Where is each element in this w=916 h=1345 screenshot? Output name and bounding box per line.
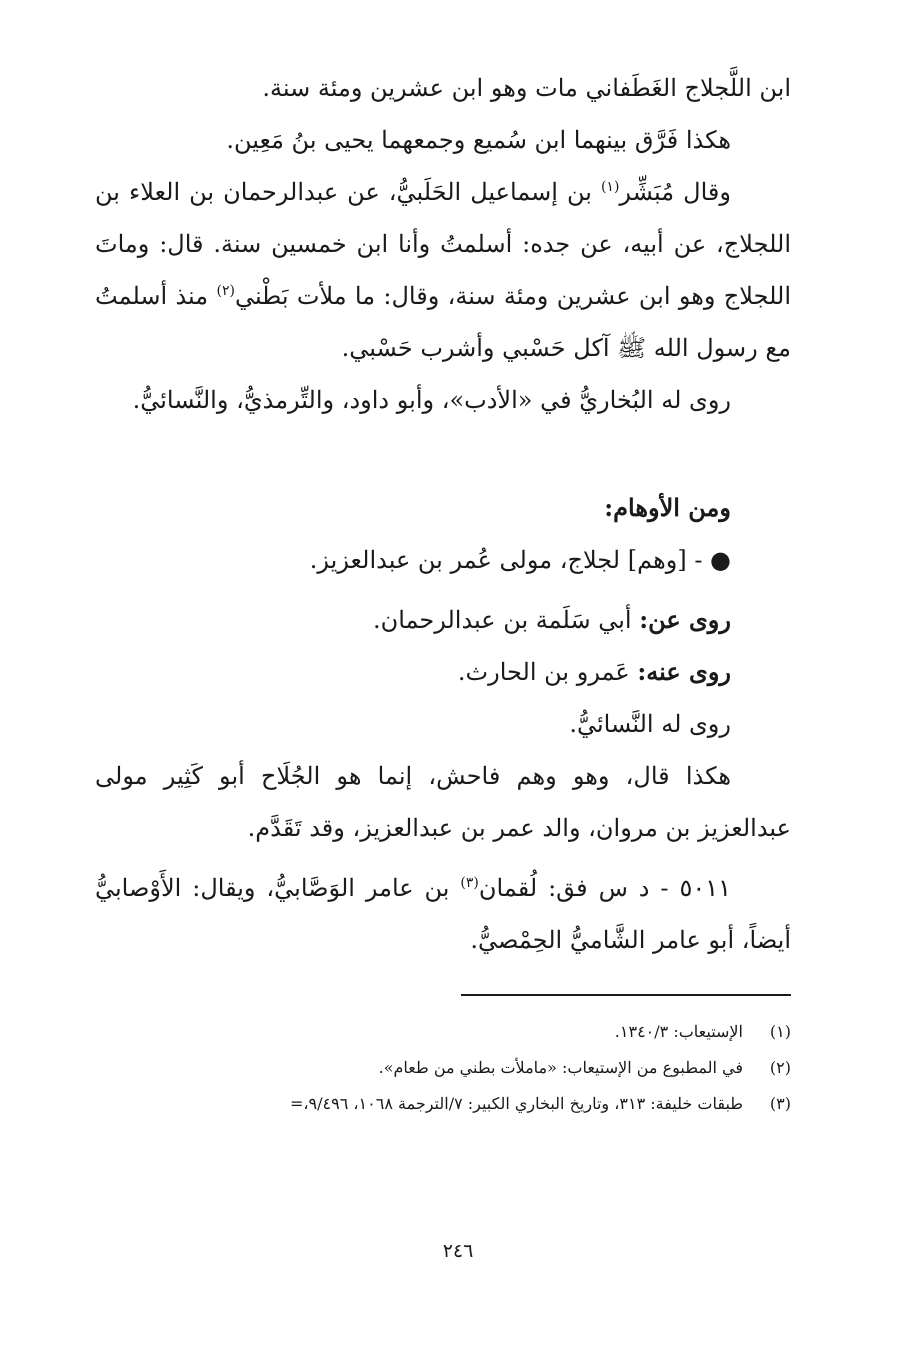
paragraph-text: وقال مُبَشِّر <box>619 178 731 206</box>
main-text <box>95 62 791 966</box>
paragraph-text: منذ أسلمتُ مع رسول الله ﷺ آكل حَسْبي وأشرب حَسْبي. <box>95 282 791 362</box>
footnote-3 <box>95 1086 791 1122</box>
rawa-lahu-line: روى له النَّسائيُّ. <box>569 710 731 738</box>
spacer <box>95 854 791 862</box>
footnote-ref-2[interactable]: (٢) <box>216 283 235 299</box>
footnote-ref-1[interactable]: (١) <box>600 179 620 195</box>
page-body <box>95 62 791 1122</box>
paragraph-narrators: روى له البُخاريُّ في «الأدب»، وأبو داود، والتِّرمذيُّ، والنَّسائيُّ. <box>132 386 731 414</box>
paragraph-death-age: ابن اللَّجلاج الغَطَفاني مات وهو ابن عشرين ومئة سنة. <box>262 74 791 102</box>
section-gap <box>95 426 791 482</box>
footnote-ref-3[interactable]: (٣) <box>460 875 479 891</box>
footnote-2 <box>95 1050 791 1086</box>
paragraph-ibn-sumay: هكذا فَرَّق بينهما ابن سُميع وجمعهما يحيى بنُ مَعِين. <box>226 126 731 154</box>
rawa-an-line <box>95 594 791 646</box>
paragraph-text: بن إسماعيل الحَلَبيُّ، عن عبدالرحمان بن العلاء بن اللجلاج، عن أبيه، عن جده: أسلمتُ وأنا ابن خمسين سنة. قال: وماتَ اللجلاج وهو ابن عشرين ومئة سنة، وقال: ما ملأت بَطْني <box>95 178 792 310</box>
footnote-1 <box>95 1014 791 1050</box>
footnote-number: (٢) <box>769 1058 791 1077</box>
entry-5011 <box>95 862 791 966</box>
footnote-divider <box>461 994 791 996</box>
rawa-anhu-line <box>95 646 791 698</box>
footnote-number: (١) <box>769 1022 791 1041</box>
footnote-number: (٣) <box>769 1094 791 1113</box>
awham-entry: ● - [وهم] لجلاج، مولى عُمر بن عبدالعزيز. <box>309 546 731 574</box>
awham-comment: هكذا قال، وهو وهم فاحش، إنما هو الجُلَاح أبو كَثِير مولى عبدالعزيز بن مروان، والد عمر بن عبدالعزيز، وقد تَقَدَّم. <box>95 762 791 842</box>
spacer <box>95 586 791 594</box>
footnote-text: في المطبوع من الإستيعاب: «ماملأت بطني من طعام». <box>378 1058 743 1077</box>
page-number: ٢٤٦ <box>442 1240 474 1262</box>
footnote-text: الإستيعاب: ١٣٤٠/٣. <box>614 1022 743 1041</box>
entry-5011-text: بن عامر الوَصَّابيُّ، ويقال: الأَوْصابيُّ أيضاً، أبو عامر الشَّاميُّ الحِمْصيُّ. <box>95 874 791 954</box>
rawa-anhu-label: روى عنه: <box>637 657 731 686</box>
section-heading-awham: ومن الأوهام: <box>604 493 731 522</box>
rawa-an-label: روى عن: <box>639 605 731 634</box>
footnotes <box>95 1014 791 1122</box>
entry-5011-head: ٥٠١١ - د س فق: لُقمان <box>478 874 732 902</box>
paragraph-mubashshir <box>95 166 791 374</box>
footnote-text: طبقات خليفة: ٣١٣، وتاريخ البخاري الكبير: ٧/الترجمة ١٠٦٨، ٩/٤٩٦،= <box>289 1094 743 1113</box>
rawa-an-value: أبي سَلَمة بن عبدالرحمان. <box>372 606 640 634</box>
rawa-anhu-value: عَمرو بن الحارث. <box>457 658 638 686</box>
